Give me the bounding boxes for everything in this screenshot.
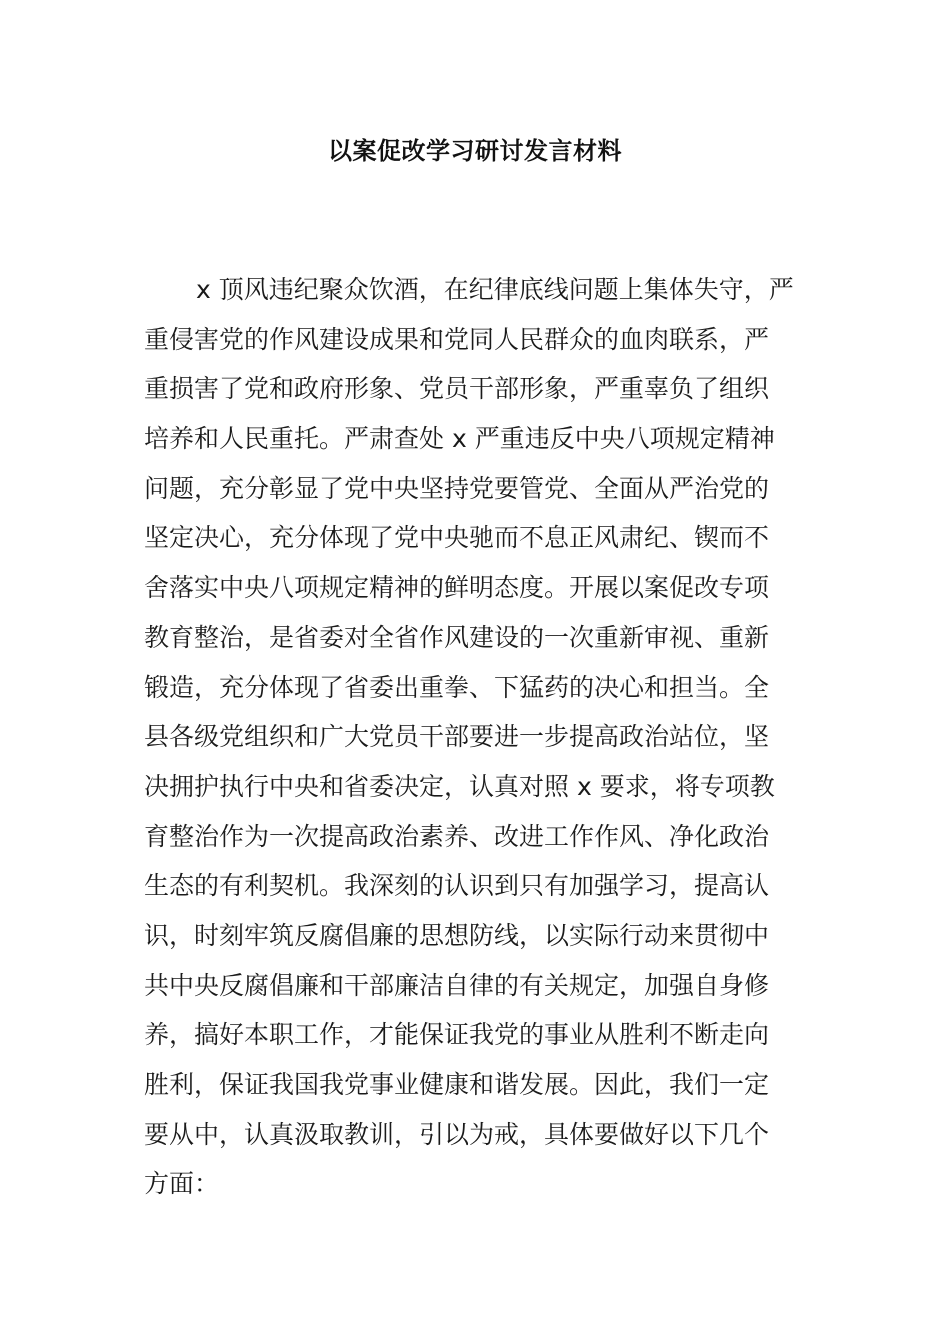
paragraph-line: 共中央反腐倡廉和干部廉洁自律的有关规定，加强自身修 xyxy=(144,970,770,1000)
paragraph-line: x 顶风违纪聚众饮酒，在纪律底线问题上集体失守，严 xyxy=(196,275,794,304)
paragraph-line: 养，搞好本职工作，才能保证我党的事业从胜利不断走向 xyxy=(144,1020,770,1050)
paragraph-line: 舍落实中央八项规定精神的鲜明态度。开展以案促改专项 xyxy=(144,573,770,603)
body-paragraph xyxy=(144,265,808,1209)
paragraph-line: 重损害了党和政府形象、党员干部形象，严重辜负了组织 xyxy=(144,374,770,404)
paragraph-line: 生态的有利契机。我深刻的认识到只有加强学习，提高认 xyxy=(144,871,770,901)
paragraph-line: 问题，充分彰显了党中央坚持党要管党、全面从严治党的 xyxy=(144,473,770,503)
paragraph-line: 识，时刻牢筑反腐倡廉的思想防线，以实际行动来贯彻中 xyxy=(144,920,770,950)
paragraph-line: 坚定决心，充分体现了党中央驰而不息正风肃纪、锲而不 xyxy=(144,523,770,553)
paragraph-line: 方面： xyxy=(144,1169,220,1199)
paragraph-line: 要从中，认真汲取教训，引以为戒，具体要做好以下几个 xyxy=(144,1119,770,1149)
paragraph-line: 胜利，保证我国我党事业健康和谐发展。因此，我们一定 xyxy=(144,1070,770,1099)
paragraph-line: 育整治作为一次提高政治素养、改进工作作风、净化政治 xyxy=(144,821,770,851)
paragraph-line: 锻造，充分体现了省委出重拳、下猛药的决心和担当。全 xyxy=(144,672,770,702)
paragraph-line: 重侵害党的作风建设成果和党同人民群众的血肉联系，严 xyxy=(144,324,770,354)
paragraph-line: 培养和人民重托。严肃查处 x 严重违反中央八项规定精神 xyxy=(144,424,775,454)
paragraph-line: 县各级党组织和广大党员干部要进一步提高政治站位，坚 xyxy=(144,722,770,752)
paragraph-line: 教育整治，是省委对全省作风建设的一次重新审视、重新 xyxy=(144,622,770,652)
paragraph-line: 决拥护执行中央和省委决定，认真对照 x 要求，将专项教 xyxy=(144,771,775,801)
document-title: 以案促改学习研讨发言材料 xyxy=(328,137,622,165)
